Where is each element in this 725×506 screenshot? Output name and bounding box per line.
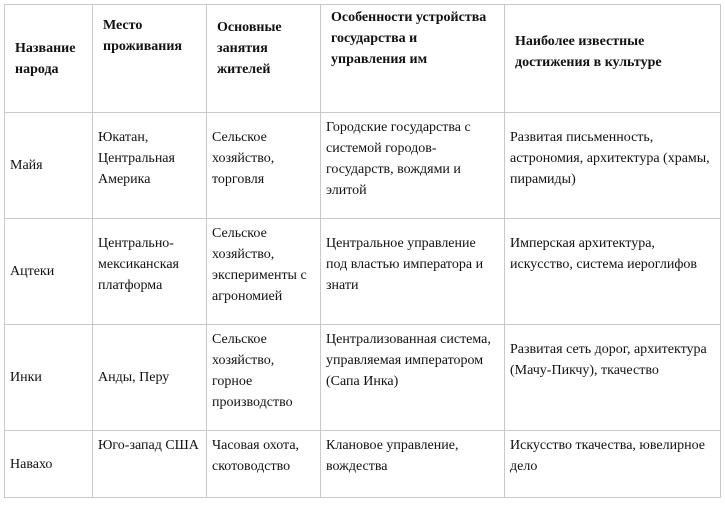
header-culture: Наиболее известные достижения в культуре — [505, 5, 721, 113]
header-occupation: Основные занятия жителей — [207, 5, 321, 113]
table-row — [5, 431, 721, 498]
table-row — [5, 113, 721, 219]
cell-people-name: Майя — [5, 113, 93, 219]
table-header-row — [5, 5, 721, 113]
cell-people-name: Ацтеки — [5, 219, 93, 325]
cell-occupation: Сельское хозяйство, горное производство — [207, 325, 321, 431]
cell-people-name: Навахо — [5, 431, 93, 498]
cell-culture: Искусство ткачества, ювелирное дело — [505, 431, 721, 498]
table-row — [5, 219, 721, 325]
civilizations-table — [4, 4, 721, 498]
cell-occupation: Часовая охота, скотоводство — [207, 431, 321, 498]
cell-culture: Имперская архитектура, искусство, система иероглифов — [505, 219, 721, 325]
cell-occupation: Сельское хозяйство, эксперименты с агрономией — [207, 219, 321, 325]
cell-government: Центральное управление под властью императора и знати — [321, 219, 505, 325]
cell-government: Централизованная система, управляемая императором (Сапа Инка) — [321, 325, 505, 431]
cell-residence: Центрально-мексиканская платформа — [93, 219, 207, 325]
cell-people-name: Инки — [5, 325, 93, 431]
cell-government: Клановое управление, вождества — [321, 431, 505, 498]
cell-residence: Юкатан, Центральная Америка — [93, 113, 207, 219]
cell-culture: Развитая сеть дорог, архитектура (Мачу-Пикчу), ткачество — [505, 325, 721, 431]
cell-government: Городские государства с системой городов-государств, вождями и элитой — [321, 113, 505, 219]
table-row — [5, 325, 721, 431]
header-people-name: Название народа — [5, 5, 93, 113]
header-government: Особенности устройства государства и управления им — [321, 5, 505, 113]
cell-culture: Развитая письменность, астрономия, архитектура (храмы, пирамиды) — [505, 113, 721, 219]
cell-occupation: Сельское хозяйство, торговля — [207, 113, 321, 219]
header-residence: Место проживания — [93, 5, 207, 113]
cell-residence: Юго-запад США — [93, 431, 207, 498]
cell-residence: Анды, Перу — [93, 325, 207, 431]
